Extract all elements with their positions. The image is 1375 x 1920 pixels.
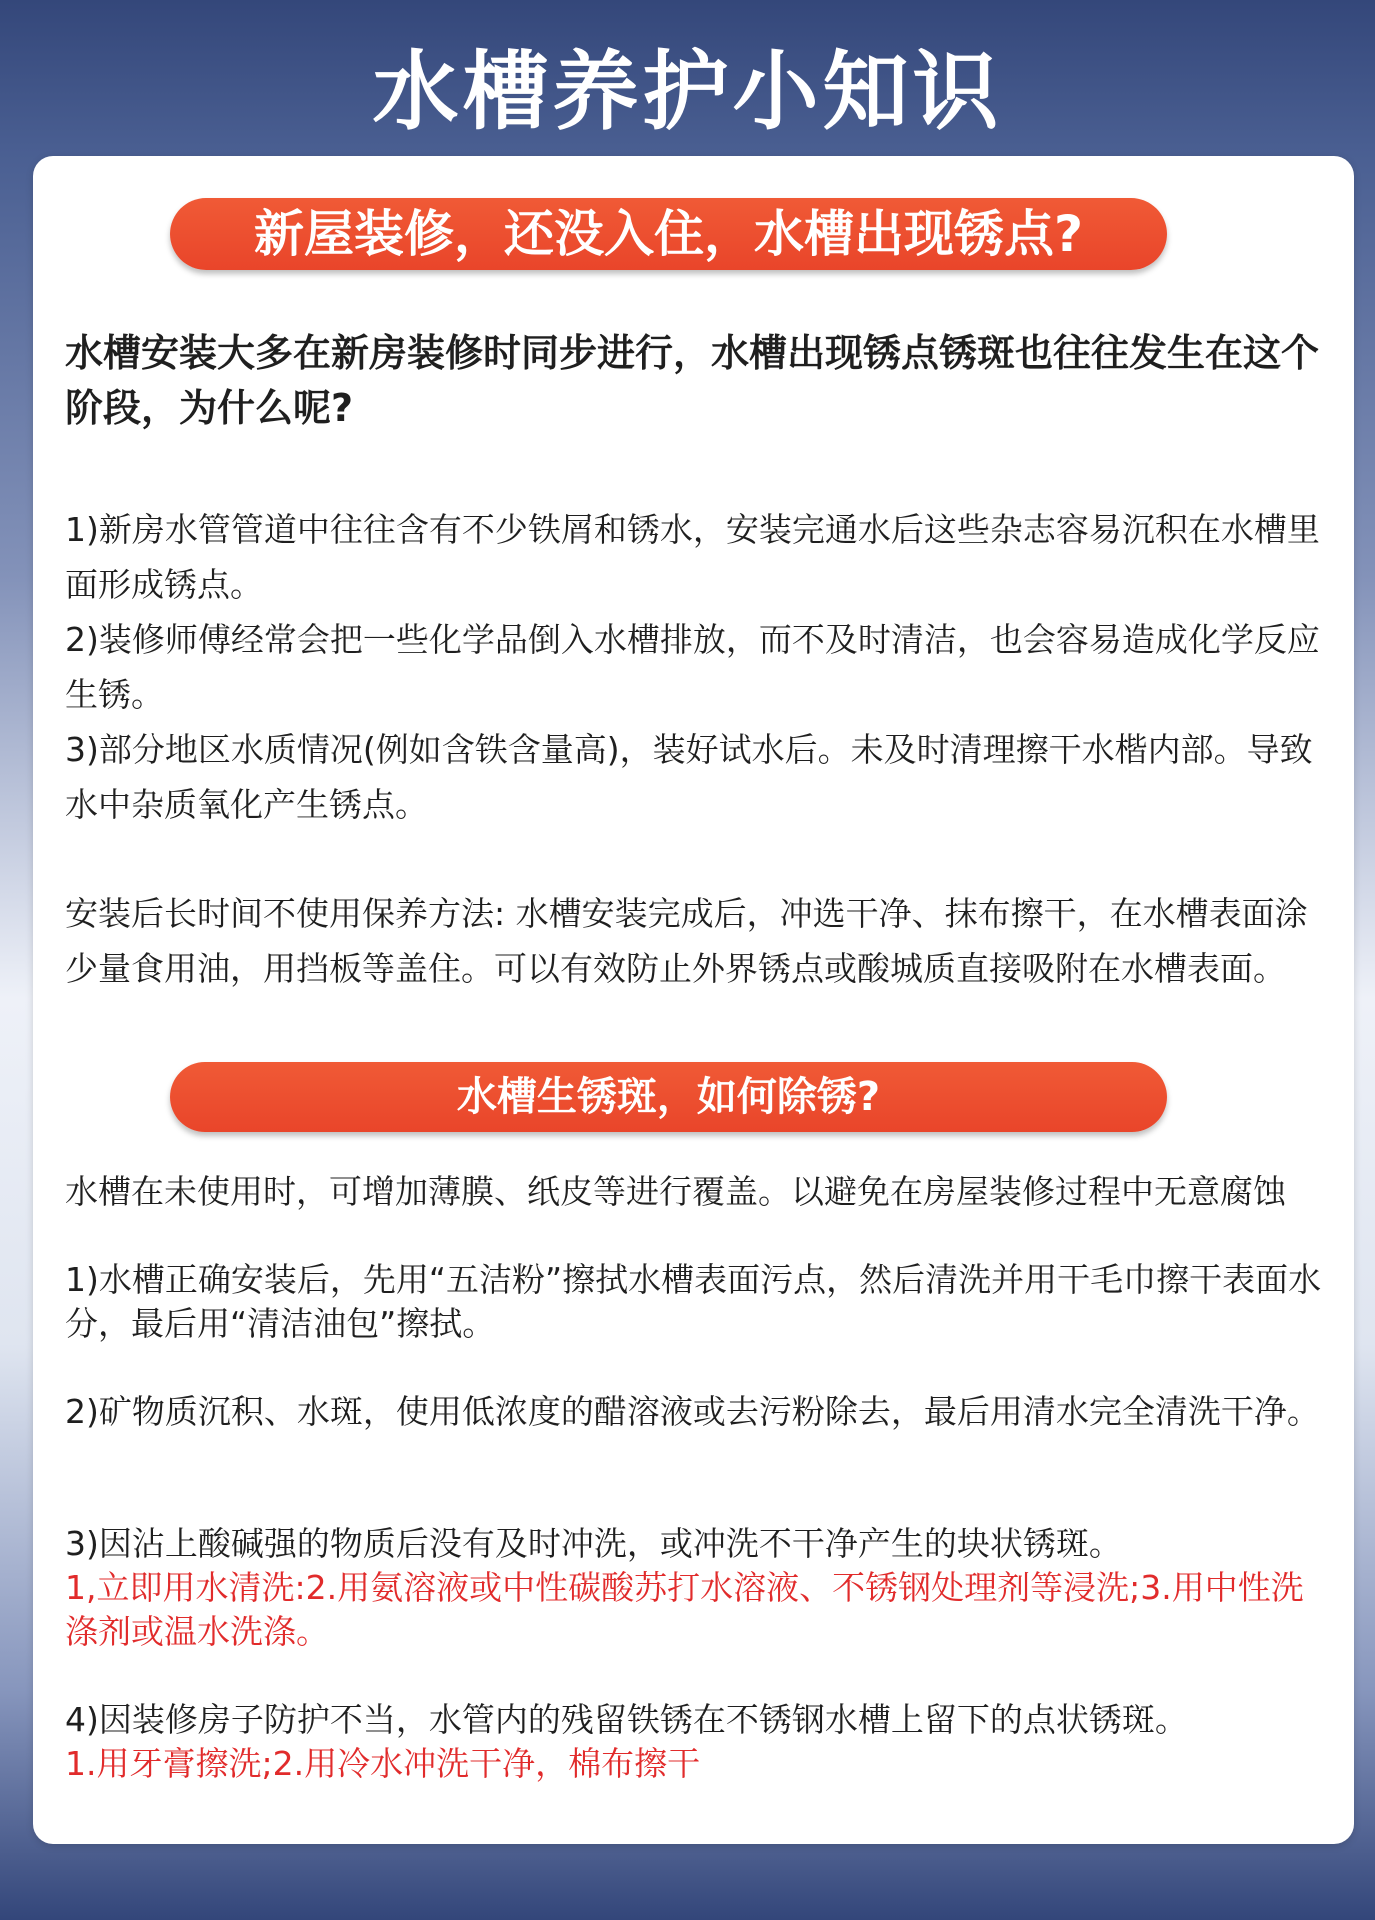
care-method: 安装后长时间不使用保养方法: 水槽安装完成后，冲选干净、抹布擦干，在水槽表面涂少量食用油，用挡板等盖住。可以有效防止外界锈点或酸城质直接吸附在水槽表面。 (65, 894, 1308, 988)
step-3-fix: 1,立即用水清洗:2.用氨溶液或中性碳酸苏打水溶液、不锈钢处理剂等浸洗;3.用中性洗涤剂或温水洗涤。 (65, 1568, 1304, 1651)
section2-intro: 水槽在未使用时，可增加薄膜、纸皮等进行覆盖。以避免在房屋装修过程中无意腐蚀 (65, 1172, 1286, 1211)
reason-3: 3)部分地区水质情况(例如含铁含量高)，装好试水后。未及时清理擦干水楷内部。导致水中杂质氧化产生锈点。 (65, 730, 1313, 824)
section-heading-rust-removal: 水槽生锈斑，如何除锈? (170, 1062, 1167, 1132)
step-2: 2)矿物质沉积、水斑，使用低浓度的醋溶液或去污粉除去，最后用清水完全清洗干净。 (65, 1392, 1320, 1431)
page-title: 水槽养护小知识 (372, 42, 1003, 142)
section-heading-new-house-rust: 新屋装修，还没入住，水槽出现锈点? (170, 198, 1167, 270)
section1-intro: 水槽安装大多在新房装修时同步进行，水槽出现锈点锈斑也往往发生在这个阶段，为什么呢? (65, 331, 1320, 430)
step-3: 3)因沾上酸碱强的物质后没有及时冲洗，或冲洗不干净产生的块状锈斑。 (65, 1524, 1122, 1563)
step-4: 4)因装修房子防护不当，水管内的残留铁锈在不锈钢水槽上留下的点状锈斑。 (65, 1700, 1188, 1739)
step-1: 1)水槽正确安装后，先用“五洁粉”擦拭水槽表面污点，然后清洗并用干毛巾擦干表面水分，最后用“清洁油包”擦拭。 (65, 1260, 1322, 1343)
reason-1: 1)新房水管管道中往往含有不少铁屑和锈水，安装完通水后这些杂志容易沉积在水槽里面形成锈点。 (65, 510, 1320, 604)
step-4-fix: 1.用牙膏擦洗;2.用冷水冲洗干净，棉布擦干 (65, 1744, 701, 1783)
content-card (33, 156, 1354, 1844)
reason-2: 2)装修师傅经常会把一些化学品倒入水槽排放，而不及时清洁，也会容易造成化学反应生锈。 (65, 620, 1320, 714)
